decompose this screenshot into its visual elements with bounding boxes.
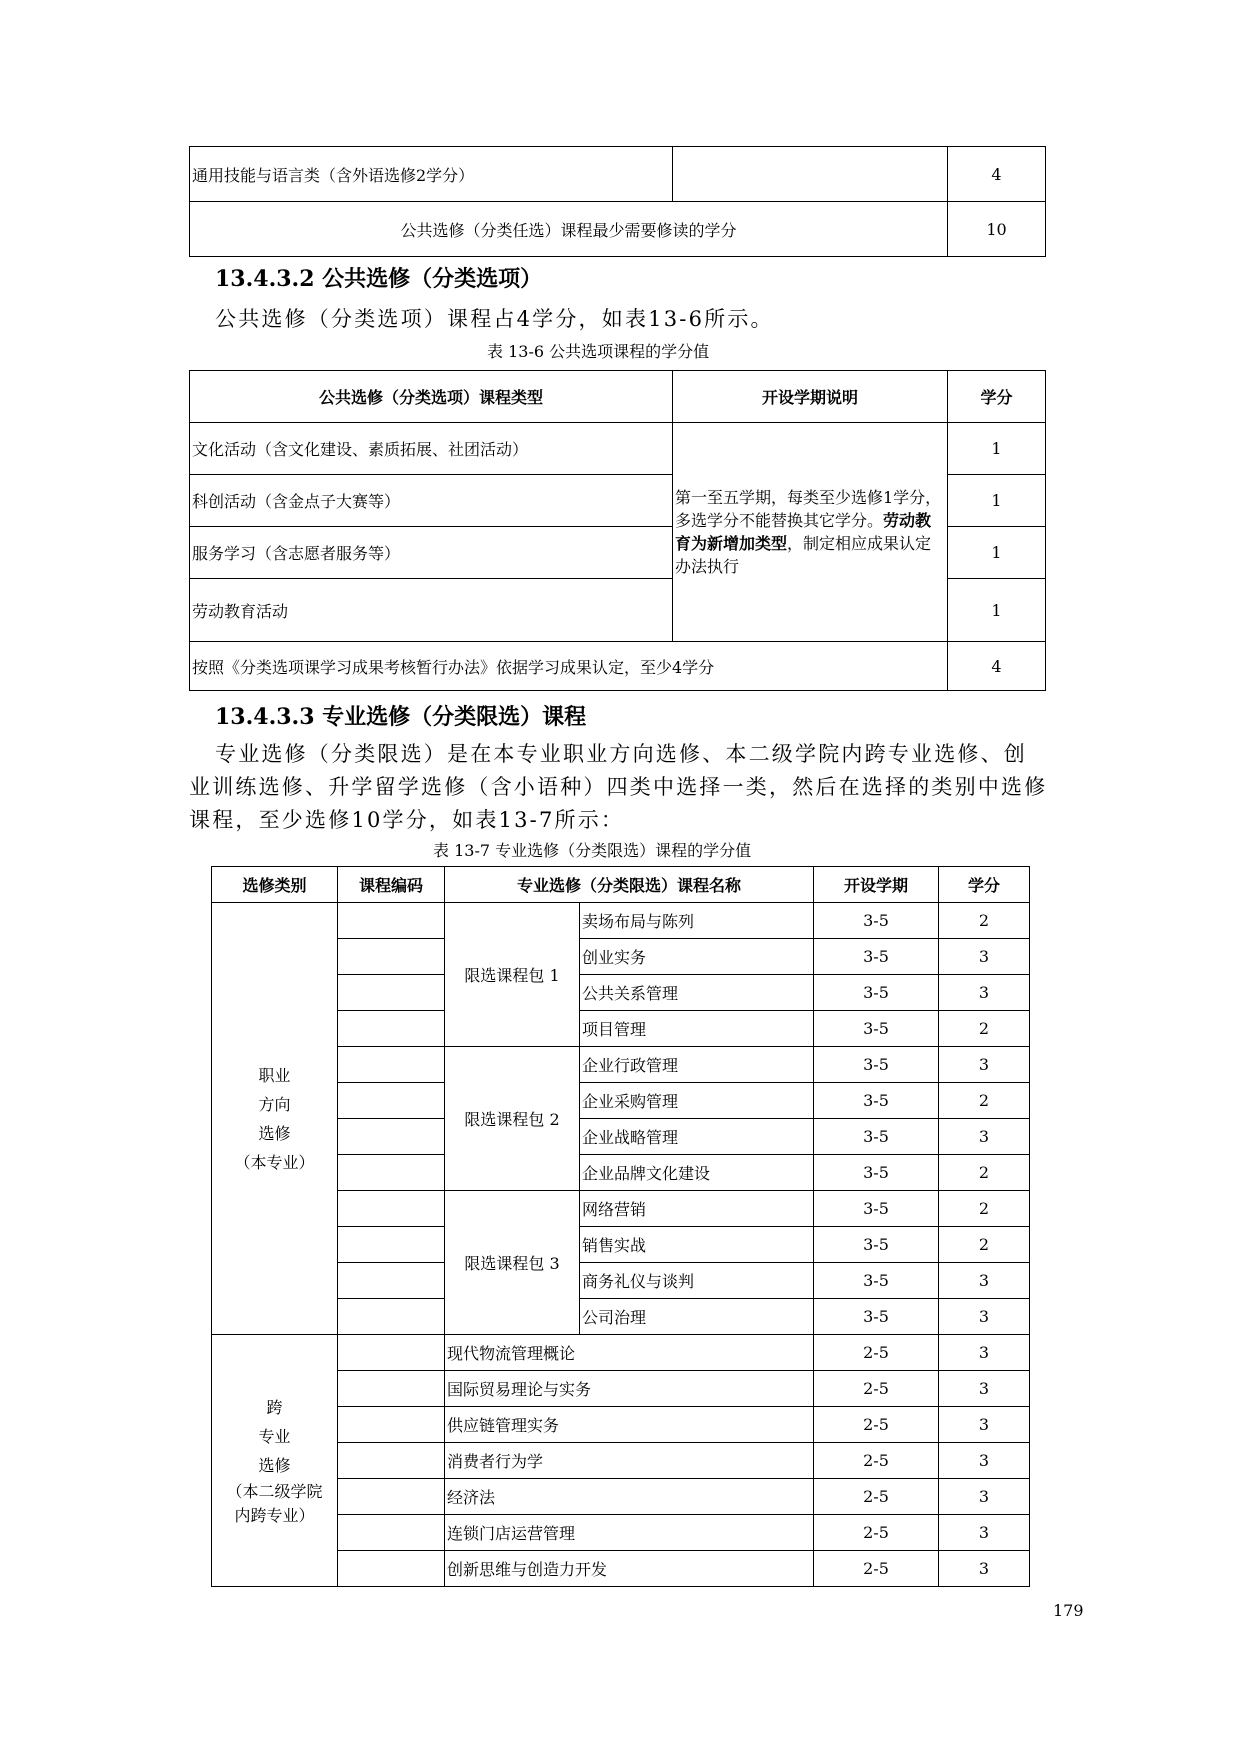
credit-cell: 10 bbox=[948, 202, 1046, 257]
course-name-cell: 项目管理 bbox=[580, 1011, 814, 1047]
course-code-cell bbox=[338, 1155, 445, 1191]
category-cross-major bbox=[212, 1335, 338, 1587]
term-cell: 3-5 bbox=[814, 903, 939, 939]
course-name-cell: 供应链管理实务 bbox=[445, 1407, 814, 1443]
course-code-cell bbox=[338, 1263, 445, 1299]
category-line: 专业 bbox=[258, 1427, 291, 1446]
course-name-cell: 商务礼仪与谈判 bbox=[580, 1263, 814, 1299]
course-name-cell: 公共关系管理 bbox=[580, 975, 814, 1011]
term-cell: 3-5 bbox=[814, 1083, 939, 1119]
summary-cell: 公共选修（分类任选）课程最少需要修读的学分 bbox=[190, 202, 948, 257]
category-line: 职业 bbox=[258, 1065, 291, 1085]
credit-cell: 3 bbox=[939, 1551, 1030, 1587]
section-paragraph-line-3: 课程，至少选修10学分，如表13-7所示： bbox=[189, 808, 625, 832]
credit-cell: 2 bbox=[939, 1011, 1030, 1047]
credit-cell: 3 bbox=[939, 1371, 1030, 1407]
course-code-cell bbox=[338, 903, 445, 939]
table-row bbox=[212, 1335, 1030, 1371]
course-type-cell: 劳动教育活动 bbox=[190, 579, 673, 642]
category-line: （本二级学院 bbox=[226, 1482, 323, 1501]
course-name-cell: 创新思维与创造力开发 bbox=[445, 1551, 814, 1587]
course-name-cell: 销售实战 bbox=[580, 1227, 814, 1263]
credit-cell: 2 bbox=[939, 1191, 1030, 1227]
table-row bbox=[190, 202, 1046, 257]
header-category: 选修类别 bbox=[212, 867, 338, 903]
summary-cell: 按照《分类选项课学习成果考核暂行办法》依据学习成果认定，至少4学分 bbox=[190, 642, 948, 691]
course-name-cell: 消费者行为学 bbox=[445, 1443, 814, 1479]
credit-cell: 2 bbox=[939, 903, 1030, 939]
course-code-cell bbox=[338, 1083, 445, 1119]
course-code-cell bbox=[338, 1011, 445, 1047]
term-cell: 2-5 bbox=[814, 1443, 939, 1479]
credit-cell: 1 bbox=[948, 423, 1046, 475]
table-public-elective-option bbox=[189, 370, 1046, 691]
page-number: 179 bbox=[1053, 1601, 1084, 1620]
credit-cell: 3 bbox=[939, 1443, 1030, 1479]
term-cell: 2-5 bbox=[814, 1479, 939, 1515]
term-cell: 3-5 bbox=[814, 975, 939, 1011]
header-credit: 学分 bbox=[948, 371, 1046, 423]
course-name-cell: 现代物流管理概论 bbox=[445, 1335, 814, 1371]
credit-cell: 1 bbox=[948, 579, 1046, 642]
table-professional-elective bbox=[211, 866, 1030, 1587]
header-course-type: 公共选修（分类选项）课程类型 bbox=[190, 371, 673, 423]
credit-cell: 3 bbox=[939, 1047, 1030, 1083]
term-cell: 3-5 bbox=[814, 1299, 939, 1335]
course-name-cell: 企业战略管理 bbox=[580, 1119, 814, 1155]
term-cell: 3-5 bbox=[814, 1011, 939, 1047]
header-term-note: 开设学期说明 bbox=[673, 371, 948, 423]
header-term: 开设学期 bbox=[814, 867, 939, 903]
credit-cell: 4 bbox=[948, 642, 1046, 691]
term-cell: 3-5 bbox=[814, 939, 939, 975]
course-name-cell: 国际贸易理论与实务 bbox=[445, 1371, 814, 1407]
table-public-elective-category bbox=[189, 146, 1046, 257]
term-cell: 2-5 bbox=[814, 1407, 939, 1443]
course-code-cell bbox=[338, 1407, 445, 1443]
section-paragraph-line-2: 业训练选修、升学留学选修（含小语种）四类中选择一类，然后在选择的类别中选修 bbox=[189, 775, 1048, 799]
table-header-row bbox=[212, 867, 1030, 903]
table-caption: 表 13-7 专业选修（分类限选）课程的学分值 bbox=[433, 841, 752, 860]
course-code-cell bbox=[338, 1299, 445, 1335]
term-note-bold: 劳动教育为新增加类型 bbox=[675, 511, 932, 553]
table-caption: 表 13-6 公共选项课程的学分值 bbox=[487, 342, 710, 361]
course-code-cell bbox=[338, 975, 445, 1011]
credit-cell: 3 bbox=[939, 1479, 1030, 1515]
credit-cell: 3 bbox=[939, 1335, 1030, 1371]
section-heading-13-4-3-2: 13.4.3.2 公共选修（分类选项） bbox=[215, 266, 543, 292]
header-course-code: 课程编码 bbox=[338, 867, 445, 903]
term-cell: 2-5 bbox=[814, 1551, 939, 1587]
section-paragraph: 公共选修（分类选项）课程占4学分，如表13-6所示。 bbox=[215, 307, 774, 331]
course-code-cell bbox=[338, 939, 445, 975]
credit-cell: 3 bbox=[939, 1515, 1030, 1551]
category-line: 方向 bbox=[258, 1094, 291, 1114]
course-name-cell: 网络营销 bbox=[580, 1191, 814, 1227]
term-cell: 3-5 bbox=[814, 1119, 939, 1155]
course-code-cell bbox=[338, 1047, 445, 1083]
table-row bbox=[190, 147, 1046, 202]
course-name-cell: 企业品牌文化建设 bbox=[580, 1155, 814, 1191]
category-line: 跨 bbox=[266, 1398, 283, 1417]
category-line: （本专业） bbox=[234, 1152, 315, 1172]
credit-cell: 3 bbox=[939, 939, 1030, 975]
table-row bbox=[190, 642, 1046, 691]
term-note-cell bbox=[673, 423, 948, 642]
course-name-cell: 企业行政管理 bbox=[580, 1047, 814, 1083]
header-course-name: 专业选修（分类限选）课程名称 bbox=[445, 867, 814, 903]
credit-cell: 1 bbox=[948, 527, 1046, 579]
course-type-cell: 通用技能与语言类（含外语选修2学分） bbox=[190, 147, 673, 202]
section-heading-13-4-3-3: 13.4.3.3 专业选修（分类限选）课程 bbox=[215, 704, 587, 730]
note-cell bbox=[673, 147, 948, 202]
course-code-cell bbox=[338, 1335, 445, 1371]
term-cell: 3-5 bbox=[814, 1155, 939, 1191]
package-name-cell: 限选课程包 1 bbox=[445, 903, 580, 1047]
course-name-cell: 经济法 bbox=[445, 1479, 814, 1515]
term-cell: 3-5 bbox=[814, 1047, 939, 1083]
category-line: 选修 bbox=[258, 1456, 291, 1475]
term-cell: 2-5 bbox=[814, 1335, 939, 1371]
category-career-direction bbox=[212, 903, 338, 1335]
package-name-cell: 限选课程包 2 bbox=[445, 1047, 580, 1191]
table-row bbox=[190, 423, 1046, 475]
credit-cell: 2 bbox=[939, 1155, 1030, 1191]
course-code-cell bbox=[338, 1227, 445, 1263]
credit-cell: 3 bbox=[939, 1407, 1030, 1443]
category-line: 内跨专业） bbox=[234, 1506, 315, 1525]
term-note-text: 第一至五学期，每类至少选修1学分，多选学分不能替换其它学分。 bbox=[675, 488, 942, 530]
term-cell: 2-5 bbox=[814, 1515, 939, 1551]
credit-cell: 3 bbox=[939, 975, 1030, 1011]
term-cell: 3-5 bbox=[814, 1263, 939, 1299]
header-credit: 学分 bbox=[939, 867, 1030, 903]
term-cell: 3-5 bbox=[814, 1191, 939, 1227]
credit-cell: 3 bbox=[939, 1263, 1030, 1299]
section-paragraph-line-1: 专业选修（分类限选）是在本专业职业方向选修、本二级学院内跨专业选修、创 bbox=[215, 742, 1027, 766]
course-code-cell bbox=[338, 1551, 445, 1587]
course-name-cell: 企业采购管理 bbox=[580, 1083, 814, 1119]
course-name-cell: 卖场布局与陈列 bbox=[580, 903, 814, 939]
course-name-cell: 连锁门店运营管理 bbox=[445, 1515, 814, 1551]
course-name-cell: 创业实务 bbox=[580, 939, 814, 975]
credit-cell: 1 bbox=[948, 475, 1046, 527]
table-row bbox=[212, 903, 1030, 939]
credit-cell: 3 bbox=[939, 1299, 1030, 1335]
credit-cell: 3 bbox=[939, 1119, 1030, 1155]
credit-cell: 2 bbox=[939, 1227, 1030, 1263]
course-code-cell bbox=[338, 1371, 445, 1407]
package-name-cell: 限选课程包 3 bbox=[445, 1191, 580, 1335]
table-header-row bbox=[190, 371, 1046, 423]
course-code-cell bbox=[338, 1191, 445, 1227]
credit-cell: 4 bbox=[948, 147, 1046, 202]
course-code-cell bbox=[338, 1479, 445, 1515]
course-code-cell bbox=[338, 1443, 445, 1479]
term-cell: 2-5 bbox=[814, 1371, 939, 1407]
course-code-cell bbox=[338, 1119, 445, 1155]
category-line: 选修 bbox=[258, 1123, 291, 1143]
course-name-cell: 公司治理 bbox=[580, 1299, 814, 1335]
credit-cell: 2 bbox=[939, 1083, 1030, 1119]
course-code-cell bbox=[338, 1515, 445, 1551]
course-type-cell: 科创活动（含金点子大赛等） bbox=[190, 475, 673, 527]
term-note-text-2: ，制定相应成果认定办法执行 bbox=[675, 534, 932, 576]
term-cell: 3-5 bbox=[814, 1227, 939, 1263]
course-type-cell: 服务学习（含志愿者服务等） bbox=[190, 527, 673, 579]
course-type-cell: 文化活动（含文化建设、素质拓展、社团活动） bbox=[190, 423, 673, 475]
